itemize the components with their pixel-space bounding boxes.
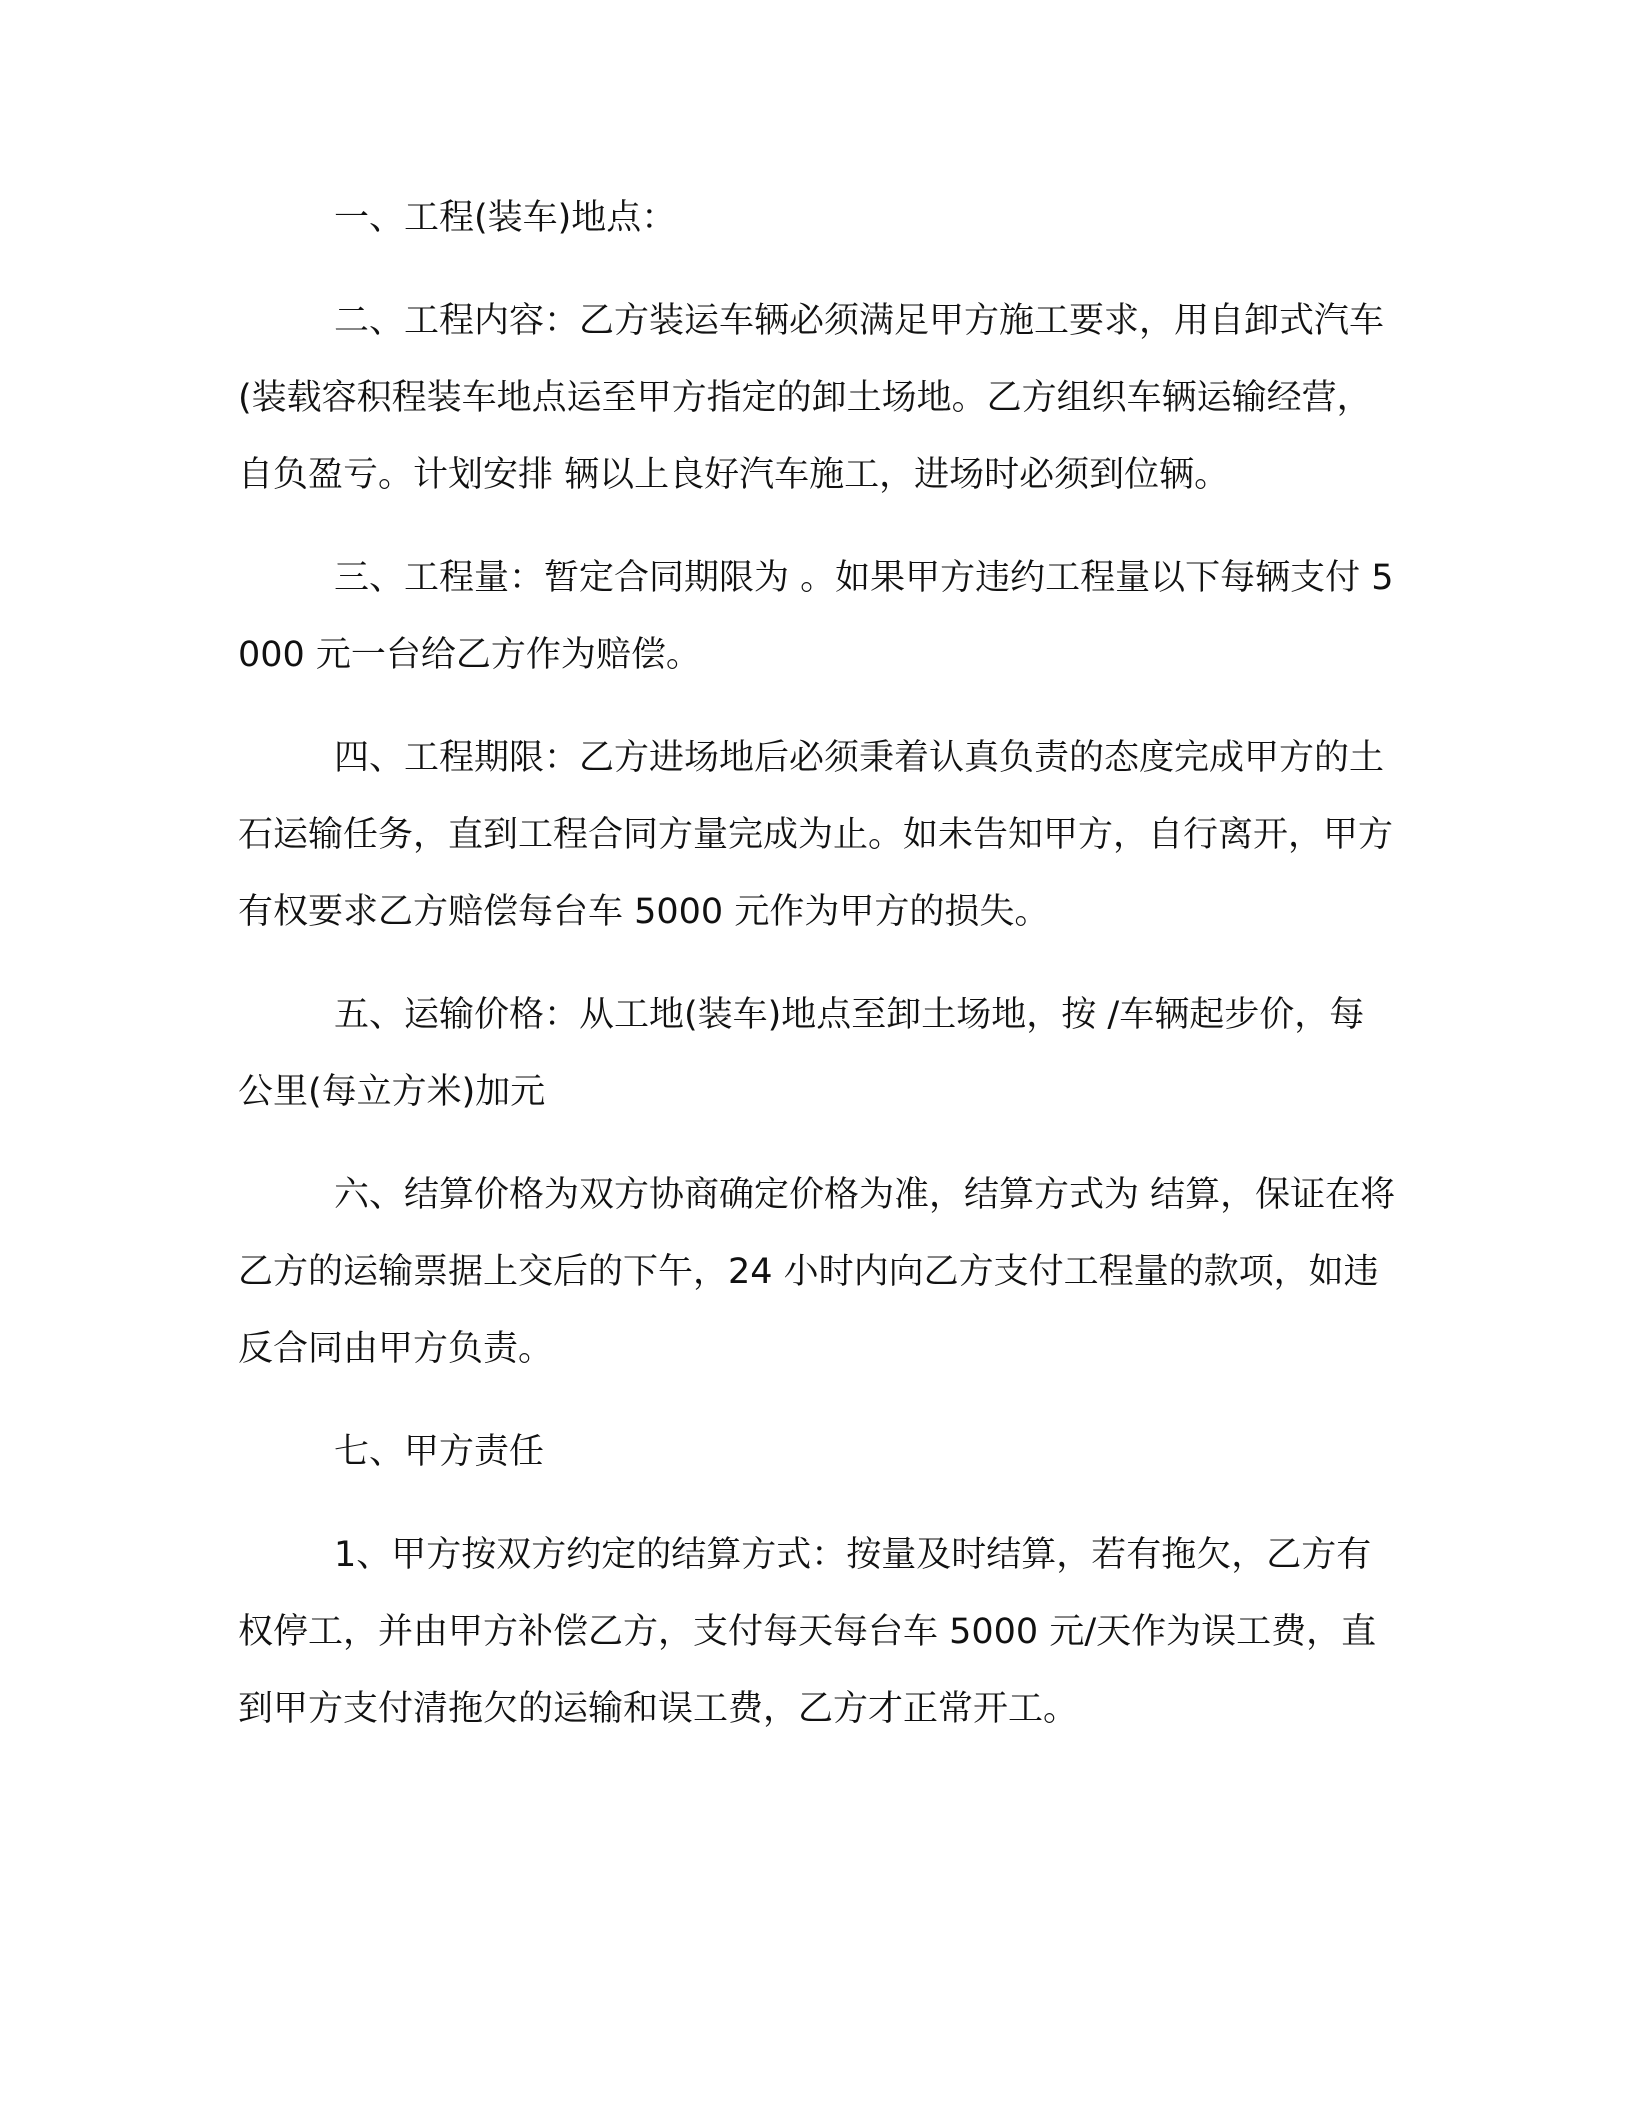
paragraph-7-party-a-heading: 七、甲方责任 xyxy=(334,1432,545,1472)
paragraph-4-duration: 四、工程期限：乙方进场地后必须秉着认真负责的态度完成甲方的土石运输任务，直到工程合同方量完成为止。如未告知甲方，自行离开，甲方有权要求乙方赔偿每台车 5000 元作为甲方的损失。 xyxy=(238,738,1394,932)
paragraph-5-price: 五、运输价格：从工地(装车)地点至卸土场地，按 /车辆起步价，每公里(每立方米)加元 xyxy=(238,995,1365,1112)
paragraph-8-party-a-item-1: 1、甲方按双方约定的结算方式：按量及时结算，若有拖欠，乙方有权停工，并由甲方补偿乙方，支付每天每台车 5000 元/天作为误工费，直到甲方支付清拖欠的运输和误工费，乙方才正常开工。 xyxy=(238,1535,1377,1729)
paragraph-1-location: 一、工程(装车)地点： xyxy=(334,198,677,238)
paragraph-6-settlement: 六、结算价格为双方协商确定价格为准，结算方式为 结算，保证在将乙方的运输票据上交后的下午，24 小时内向乙方支付工程量的款项，如违反合同由甲方负责。 xyxy=(238,1175,1396,1369)
paragraph-3-quantity: 三、工程量：暂定合同期限为 。如果甲方违约工程量以下每辆支付 5000 元一台给乙方作为赔偿。 xyxy=(238,558,1394,675)
document-body xyxy=(238,180,1398,1774)
paragraph-2-content: 二、工程内容：乙方装运车辆必须满足甲方施工要求，用自卸式汽车(装载容积程装车地点运至甲方指定的卸土场地。乙方组织车辆运输经营，自负盈亏。计划安排 辆以上良好汽车施工，进场时必须到位辆。 xyxy=(238,301,1385,495)
